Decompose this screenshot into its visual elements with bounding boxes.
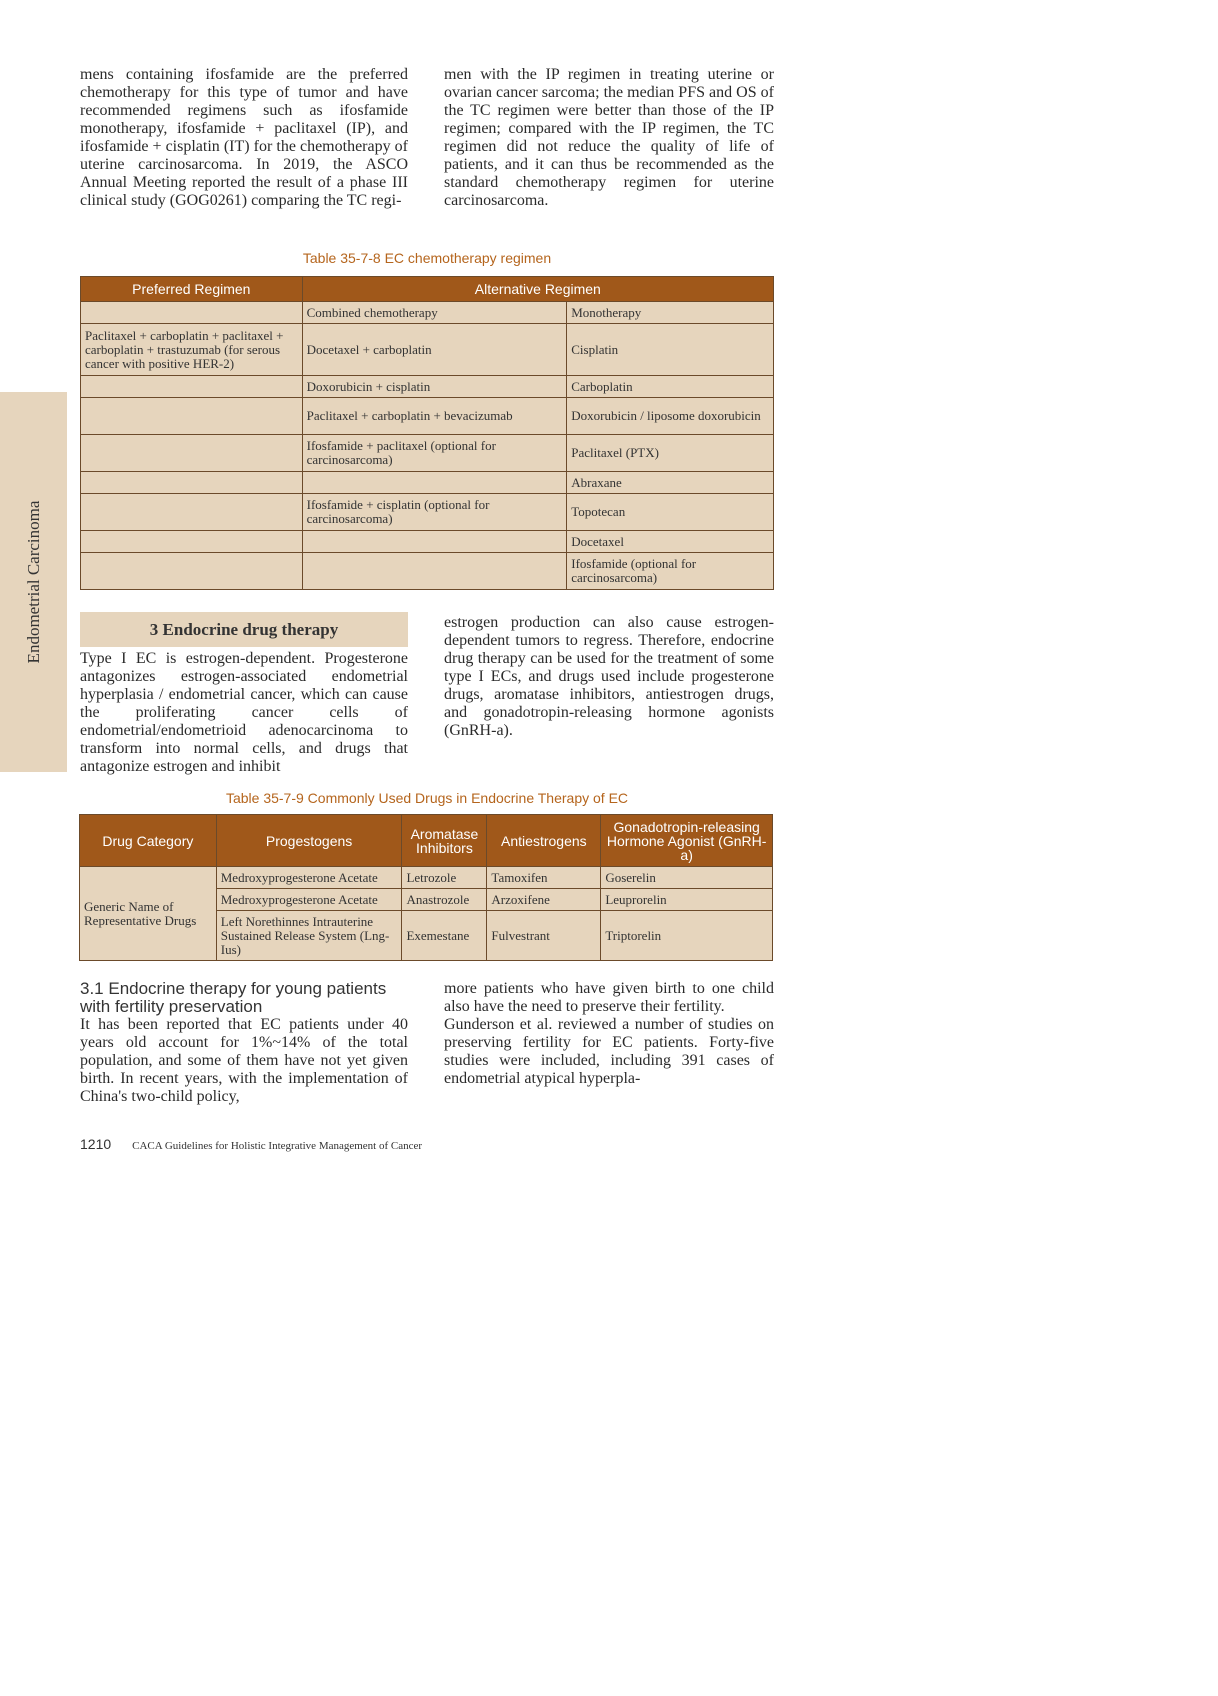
table-row [80, 867, 773, 889]
table-row [81, 398, 774, 435]
page-number: 1210 [80, 1136, 112, 1152]
top-right-text: men with the IP regimen in treating uterine or ovarian cancer sarcoma; the median PFS and OS of the TC regimen were better than those of the IP regimen; compared with the IP regimen, the TC regimen did not reduce the quality of life of patients, and it can thus be recommended as the standard chemotherapy regimen for uterine carcinosarcoma. [444, 66, 774, 209]
endocrine-drugs-table [79, 814, 773, 961]
header-alternative-regimen: Alternative Regimen [302, 277, 773, 302]
table-cell: Arzoxifene [487, 889, 601, 911]
table-cell: Left Norethinnes Intrauterine Sustained Release System (Lng-Ius) [216, 911, 402, 961]
table-cell: Monotherapy [567, 302, 774, 324]
table-cell [81, 494, 303, 531]
table-cell: Docetaxel + carboplatin [302, 324, 567, 376]
section3-right-paragraph [444, 614, 774, 740]
section3-left-text: Type I EC is estrogen-dependent. Progesterone antagonizes estrogen-associated endometrial hyperplasia / endometrial cancer, which can cause the proliferating cancer cells of endometrial/endometrioid adenocarcinoma to transform into normal cells, and drugs that antagonize estrogen and inhibit [80, 650, 408, 775]
table-row [81, 553, 774, 590]
table-cell [81, 376, 303, 398]
table-cell [81, 398, 303, 435]
header-drug-category: Drug Category [80, 815, 217, 867]
table-cell: Fulvestrant [487, 911, 601, 961]
table2-header-row [80, 815, 773, 867]
table-cell: Goserelin [601, 867, 773, 889]
header-antiestrogens: Antiestrogens [487, 815, 601, 867]
table-cell: Exemestane [402, 911, 487, 961]
row-label: Generic Name of Representative Drugs [80, 867, 217, 961]
table-row [81, 435, 774, 472]
section3-right-text: estrogen production can also cause estrogen-dependent tumors to regress. Therefore, endocrine drug therapy can be used for the treatment of some type I ECs, and drugs used include progesterone drugs, aromatase inhibitors, antiestrogen drugs, and gonadotropin-releasing hormone agonists (GnRH-a). [444, 614, 774, 739]
table-cell: Paclitaxel + carboplatin + paclitaxel + carboplatin + trastuzumab (for serous cancer with positive HER-2) [81, 324, 303, 376]
bottom-left-column [80, 980, 408, 1106]
table-cell [81, 435, 303, 472]
table-row [81, 472, 774, 494]
table-cell: Carboplatin [567, 376, 774, 398]
table-cell: Triptorelin [601, 911, 773, 961]
table-cell: Letrozole [402, 867, 487, 889]
section3-left-paragraph [80, 650, 408, 776]
table-cell: Paclitaxel (PTX) [567, 435, 774, 472]
table-cell: Anastrozole [402, 889, 487, 911]
table2-caption: Table 35-7-9 Commonly Used Drugs in Endocrine Therapy of EC [225, 790, 629, 806]
side-tab-label: Endometrial Carcinoma [23, 500, 43, 664]
table-row [81, 531, 774, 553]
table-cell [81, 472, 303, 494]
bottom-left-text: It has been reported that EC patients under 40 years old account for 1%~14% of the total population, and some of them have not yet given birth. In recent years, with the implementation of China's two-child policy, [80, 1016, 408, 1105]
table-cell [81, 553, 303, 590]
table-cell [302, 472, 567, 494]
bottom-right-text-1: more patients who have given birth to one child also have the need to preserve their fertility. [444, 980, 774, 1015]
table-cell [81, 531, 303, 553]
table-cell: Combined chemotherapy [302, 302, 567, 324]
side-chapter-tab [0, 392, 67, 772]
table-cell: Doxorubicin / liposome doxorubicin [567, 398, 774, 435]
page-footer [80, 1136, 422, 1153]
bottom-right-column [444, 980, 774, 1088]
chemotherapy-regimen-table [80, 276, 774, 590]
table-cell: Ifosfamide + paclitaxel (optional for carcinosarcoma) [302, 435, 567, 472]
footer-title: CACA Guidelines for Holistic Integrative Management of Cancer [132, 1140, 423, 1152]
table-cell: Cisplatin [567, 324, 774, 376]
table-cell [302, 553, 567, 590]
header-preferred-regimen: Preferred Regimen [81, 277, 303, 302]
table-cell: Ifosfamide (optional for carcinosarcoma) [567, 553, 774, 590]
table-cell: Leuprorelin [601, 889, 773, 911]
header-gnrh-a: Gonadotropin-releasing Hormone Agonist (GnRH-a) [601, 815, 773, 867]
section-heading: 3 Endocrine drug therapy [80, 612, 408, 647]
table-cell: Paclitaxel + carboplatin + bevacizumab [302, 398, 567, 435]
table-cell [81, 302, 303, 324]
header-aromatase-inhibitors: Aromatase Inhibitors [402, 815, 487, 867]
subsection-heading: 3.1 Endocrine therapy for young patients with fertility preservation [80, 979, 387, 1016]
table1-caption: Table 35-7-8 EC chemotherapy regimen [302, 250, 552, 266]
table-cell: Doxorubicin + cisplatin [302, 376, 567, 398]
top-left-text: mens containing ifosfamide are the preferred chemotherapy for this type of tumor and have recommended regimens such as ifosfamide monotherapy, ifosfamide + paclitaxel (IP), and ifosfamide + cisplatin (IT) for the chemotherapy of uterine carcinosarcoma. In 2019, the ASCO Annual Meeting reported the result of a phase III clinical study (GOG0261) comparing the TC regi- [80, 66, 408, 209]
table-row [81, 324, 774, 376]
table-cell: Medroxyprogesterone Acetate [216, 889, 402, 911]
table-cell: Topotecan [567, 494, 774, 531]
table1-header-row [81, 277, 774, 302]
header-progestogens: Progestogens [216, 815, 402, 867]
table-cell: Ifosfamide + cisplatin (optional for carcinosarcoma) [302, 494, 567, 531]
top-right-paragraph [444, 66, 774, 210]
table-cell: Abraxane [567, 472, 774, 494]
table-cell: Medroxyprogesterone Acetate [216, 867, 402, 889]
table-row [81, 302, 774, 324]
table-cell [302, 531, 567, 553]
table-row [81, 494, 774, 531]
table-cell: Tamoxifen [487, 867, 601, 889]
table-row [81, 376, 774, 398]
top-left-paragraph [80, 66, 408, 210]
table-cell: Docetaxel [567, 531, 774, 553]
bottom-right-text-2: Gunderson et al. reviewed a number of studies on preserving fertility for EC patients. Forty-five studies were included, including 391 cases of endometrial atypical hyperpla- [444, 1016, 774, 1087]
